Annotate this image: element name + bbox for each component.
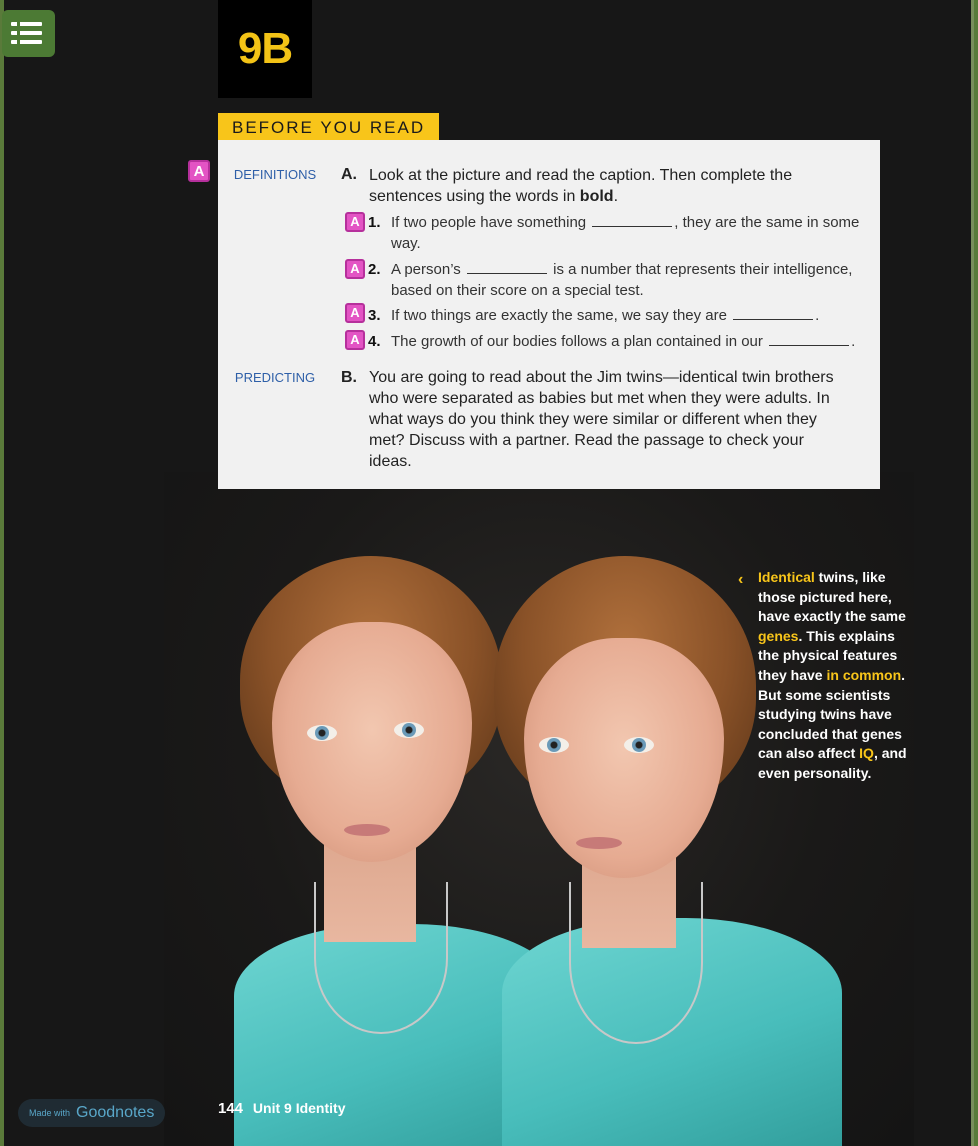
textbook-page (4, 0, 974, 1146)
definitions-label: DEFINITIONS (233, 167, 317, 182)
outline-menu-button[interactable] (2, 10, 55, 57)
footer-title: Identity (295, 1100, 346, 1116)
exercise-b-text: You are going to read about the Jim twins—identical twin brothers who were separated as babies but met when they were adults. In what ways do you think they were similar or different when they met? Discuss with a partner. Read the passage to check your ideas. (369, 369, 834, 470)
exercise-a-letter: A. (341, 166, 357, 183)
footer-unit: Unit 9 (252, 1100, 292, 1116)
badge-made-with: Made with (29, 1108, 71, 1118)
exercise-panel: A DEFINITIONS A. Look at the picture and read the caption. Then complete the sentences using the words in bold. A 1. If two people have something , they are the same in some way. A 2. A person’s is a number that represents their intelligence, based on their score on a special test. A 3. If two things are exactly the same, we say they are . A 4. The growth of our bodies follows a plan contained in our . PREDICTING B. You are going to read about the Jim twins—identical twin brothers who were separated as babies but met when they were adults. In what ways do you think they were similar or different when they met? Discuss with a partner. Read the passage to check your ideas. (218, 140, 880, 489)
answer-blank[interactable] (592, 226, 672, 227)
tag-icon[interactable]: A (188, 160, 210, 182)
caption-part: . This explains the physical features they have (758, 627, 898, 683)
goodnotes-badge[interactable] (18, 1099, 165, 1127)
caption-arrow-icon: ‹ (738, 571, 744, 588)
predicting-label: PREDICTING (234, 370, 316, 385)
answer-blank[interactable] (467, 273, 547, 274)
caption-part: IQ (859, 745, 874, 762)
answer-blank[interactable] (769, 345, 849, 346)
tag-icon[interactable]: A (345, 212, 365, 232)
exercise-a-instruction: Look at the picture and read the caption. Then complete the sentences using the words in bold. (369, 167, 793, 205)
answer-blank[interactable] (733, 319, 813, 320)
caption-part: Identical (758, 569, 815, 585)
caption-part: genes (758, 627, 799, 644)
exercise-b-letter: B. (341, 369, 357, 386)
tag-icon[interactable]: A (345, 259, 365, 279)
tag-icon[interactable]: A (345, 330, 365, 350)
photo-caption (758, 568, 918, 784)
caption-part: in common (826, 666, 902, 683)
unit-code: 9B (218, 0, 312, 98)
caption-part: , and even personality. (758, 745, 907, 781)
badge-brand: Goodnotes (76, 1104, 155, 1121)
page-footer (218, 1100, 345, 1117)
section-banner: BEFORE YOU READ (218, 113, 439, 140)
caption-part: twins, like those pictured here, have exactly the same (758, 569, 906, 625)
tag-icon[interactable]: A (345, 303, 365, 323)
caption-part: . But some scientists studying twins have concluded that genes can also affect (758, 666, 906, 762)
page-number: 144 (218, 1100, 244, 1117)
